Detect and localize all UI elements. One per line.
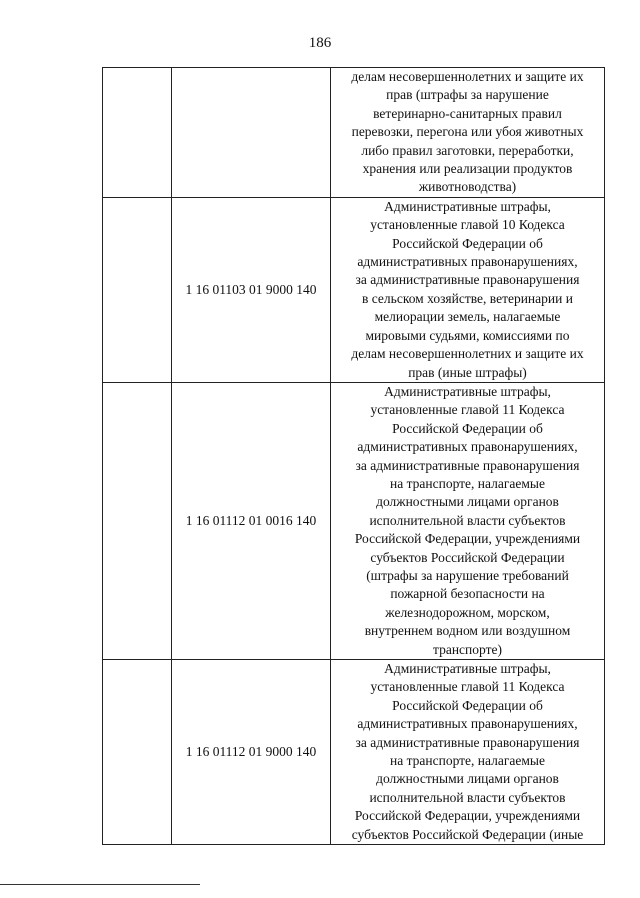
description-line: должностными лицами органов [376,494,559,510]
description-line: субъектов Российской Федерации [370,549,565,565]
description-cell [331,382,605,659]
description-line: за административные правонарушения [355,734,580,750]
table-body [103,68,605,845]
description-line: за административные правонарушения [355,457,580,473]
description-line: должностными лицами органов [376,771,559,787]
description-line: мелиорации земель, налагаемые [374,309,561,325]
description-cell [331,660,605,845]
description-line: административных правонарушениях, [357,439,578,455]
description-line: Административные штрафы, [384,661,551,676]
description-line: исполнительной власти субъектов [369,789,566,805]
empty-cell [103,660,172,845]
description-line: внутреннем водном или воздушном [364,623,571,639]
page-number: 186 [308,35,332,51]
description-line: в сельском хозяйстве, ветеринарии и [362,290,573,306]
classification-code: 1 16 01103 01 9000 140 [172,197,331,382]
description-line: прав (штрафы за нарушение [386,87,549,103]
description-line: транспорте) [433,641,502,657]
budget-classification-table [102,67,605,845]
description-cell [331,197,605,382]
empty-cell [103,68,172,198]
description-line: Российской Федерации об [392,420,543,436]
description-line: Российской Федерации, учреждениями [354,808,581,824]
description-cell [331,68,605,198]
empty-cell [103,197,172,382]
table-row [103,660,605,845]
description-line: административных правонарушениях, [357,716,578,732]
classification-code: 1 16 01112 01 9000 140 [172,660,331,845]
description-line: установленные главой 11 Кодекса [370,402,565,418]
description-line: административных правонарушениях, [357,254,578,270]
description-line: установленные главой 10 Кодекса [370,217,565,233]
table-row [103,197,605,382]
description-line: Российской Федерации, учреждениями [354,531,581,547]
table-row [103,68,605,198]
footer-divider [0,884,200,885]
description-line: установленные главой 11 Кодекса [370,679,565,695]
description-line: делам несовершеннолетних и защите их [351,346,584,362]
classification-code [172,68,331,198]
description-line: железнодорожном, морском, [385,604,550,620]
description-line: перевозки, перегона или убоя животных [351,124,584,140]
table-row [103,382,605,659]
description-line: исполнительной власти субъектов [369,512,566,528]
description-line: либо правил заготовки, переработки, [361,142,574,158]
empty-cell [103,382,172,659]
description-line: субъектов Российской Федерации (иные [351,826,584,842]
description-line: Административные штрафы, [384,198,551,214]
description-line: (штрафы за нарушение требований [366,567,569,583]
description-line: за административные правонарушения [355,272,580,288]
description-line: ветеринарно-санитарных правил [373,105,562,121]
classification-code: 1 16 01112 01 0016 140 [172,382,331,659]
description-line: пожарной безопасности на [390,586,545,602]
description-line: прав (иные штрафы) [408,364,527,380]
description-line: мировыми судьями, комиссиями по [365,327,570,343]
description-line: хранения или реализации продуктов [362,161,573,177]
description-line: Российской Федерации об [392,235,543,251]
description-line: на транспорте, налагаемые [390,753,545,769]
description-line: Российской Федерации об [392,697,543,713]
description-line: на транспорте, налагаемые [390,475,545,491]
description-line: Административные штрафы, [384,383,551,399]
description-line: делам несовершеннолетних и защите их [351,69,584,84]
description-line: животноводства) [418,179,517,195]
